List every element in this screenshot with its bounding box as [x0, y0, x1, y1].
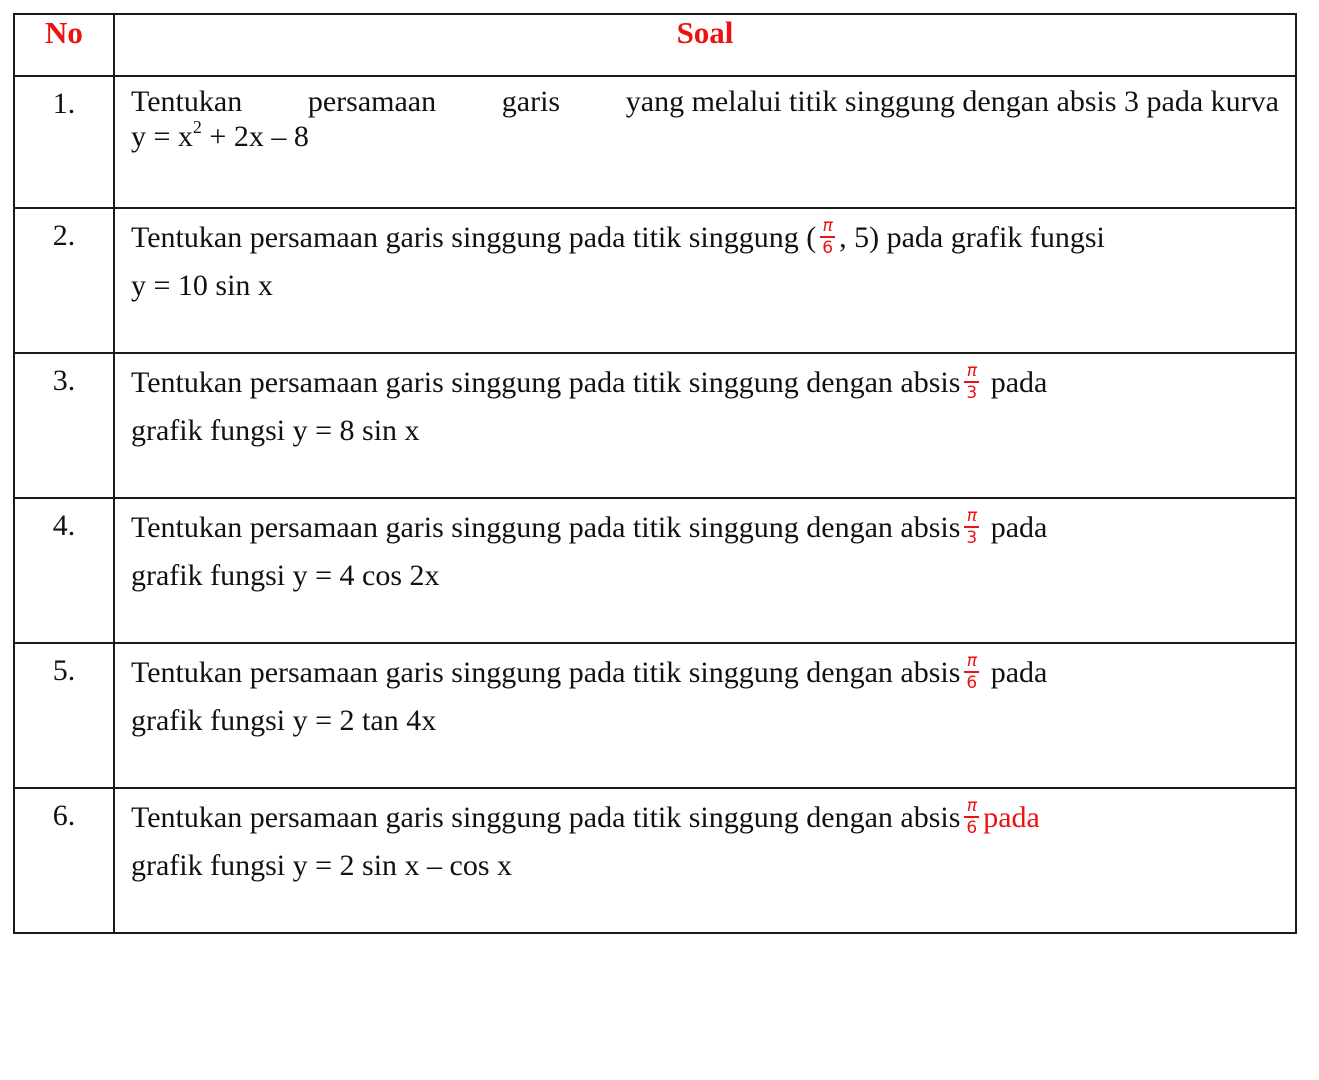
fraction-numerator: π — [966, 651, 977, 672]
question-cell — [114, 643, 1296, 788]
question-line-1 — [131, 795, 1279, 841]
question-line-2 — [131, 119, 1279, 155]
equation-text: y = x — [131, 120, 193, 153]
question-line-2: grafik fungsi y = 4 cos 2x — [131, 559, 440, 592]
question-word: garis — [501, 85, 561, 118]
worksheet — [13, 13, 1295, 934]
question-line-2: grafik fungsi y = 2 sin x – cos x — [131, 849, 513, 882]
table-row — [14, 788, 1296, 933]
fraction-numerator: π — [822, 216, 833, 237]
question-text: Tentukan persamaan garis singgung pada titik singgung dengan absis — [131, 366, 961, 399]
equation-text: + 2x – 8 — [201, 120, 309, 153]
pi-fraction — [820, 217, 835, 257]
fraction-denominator: 6 — [966, 818, 978, 839]
table-row — [14, 208, 1296, 353]
pi-fraction — [964, 362, 979, 402]
question-word: persamaan — [307, 85, 437, 118]
question-line-1 — [131, 360, 1279, 406]
problem-table — [13, 13, 1297, 934]
fraction-denominator: 3 — [966, 528, 978, 549]
fraction-denominator: 6 — [966, 673, 978, 694]
question-cell — [114, 353, 1296, 498]
question-cell — [114, 76, 1296, 208]
row-number: 4. — [14, 498, 114, 643]
question-line-1 — [131, 650, 1279, 696]
question-line-1 — [131, 85, 1279, 119]
question-cell — [114, 788, 1296, 933]
question-text: pada — [983, 656, 1048, 689]
question-text: pada — [983, 511, 1048, 544]
question-text: Tentukan persamaan garis singgung pada titik singgung dengan absis — [131, 801, 961, 834]
question-text: Tentukan persamaan garis singgung pada titik singgung dengan absis — [131, 656, 961, 689]
question-line-2: grafik fungsi y = 2 tan 4x — [131, 704, 437, 737]
question-line-1 — [131, 215, 1279, 261]
row-number: 2. — [14, 208, 114, 353]
header-soal: Soal — [114, 14, 1296, 76]
table-header-row — [14, 14, 1296, 76]
table-row — [14, 643, 1296, 788]
fraction-numerator: π — [966, 506, 977, 527]
fraction-numerator: π — [966, 361, 977, 382]
row-number: 5. — [14, 643, 114, 788]
pi-fraction — [964, 652, 979, 692]
pi-fraction — [964, 507, 979, 547]
question-text: , 5) pada grafik fungsi — [839, 221, 1105, 254]
question-cell — [114, 498, 1296, 643]
question-line-1 — [131, 505, 1279, 551]
header-no: No — [14, 14, 114, 76]
question-text: Tentukan persamaan garis singgung pada titik singgung ( — [131, 221, 817, 254]
table-row — [14, 498, 1296, 643]
question-word: Tentukan — [131, 85, 243, 118]
question-text: Tentukan persamaan garis singgung pada titik singgung dengan absis — [131, 511, 961, 544]
question-line-2: y = 10 sin x — [131, 269, 273, 302]
table-row — [14, 353, 1296, 498]
question-text: pada — [983, 366, 1048, 399]
fraction-denominator: 3 — [966, 383, 978, 404]
question-cell — [114, 208, 1296, 353]
question-word: yang melalui titik singgung dengan absis 3 pada kurva — [625, 85, 1279, 118]
question-text-highlight: pada — [983, 801, 1040, 834]
row-number: 3. — [14, 353, 114, 498]
table-row — [14, 76, 1296, 208]
row-number: 6. — [14, 788, 114, 933]
pi-fraction — [964, 797, 979, 837]
row-number: 1. — [14, 76, 114, 208]
fraction-numerator: π — [966, 796, 977, 817]
fraction-denominator: 6 — [822, 238, 834, 259]
exponent: 2 — [192, 117, 202, 137]
question-line-2: grafik fungsi y = 8 sin x — [131, 414, 420, 447]
